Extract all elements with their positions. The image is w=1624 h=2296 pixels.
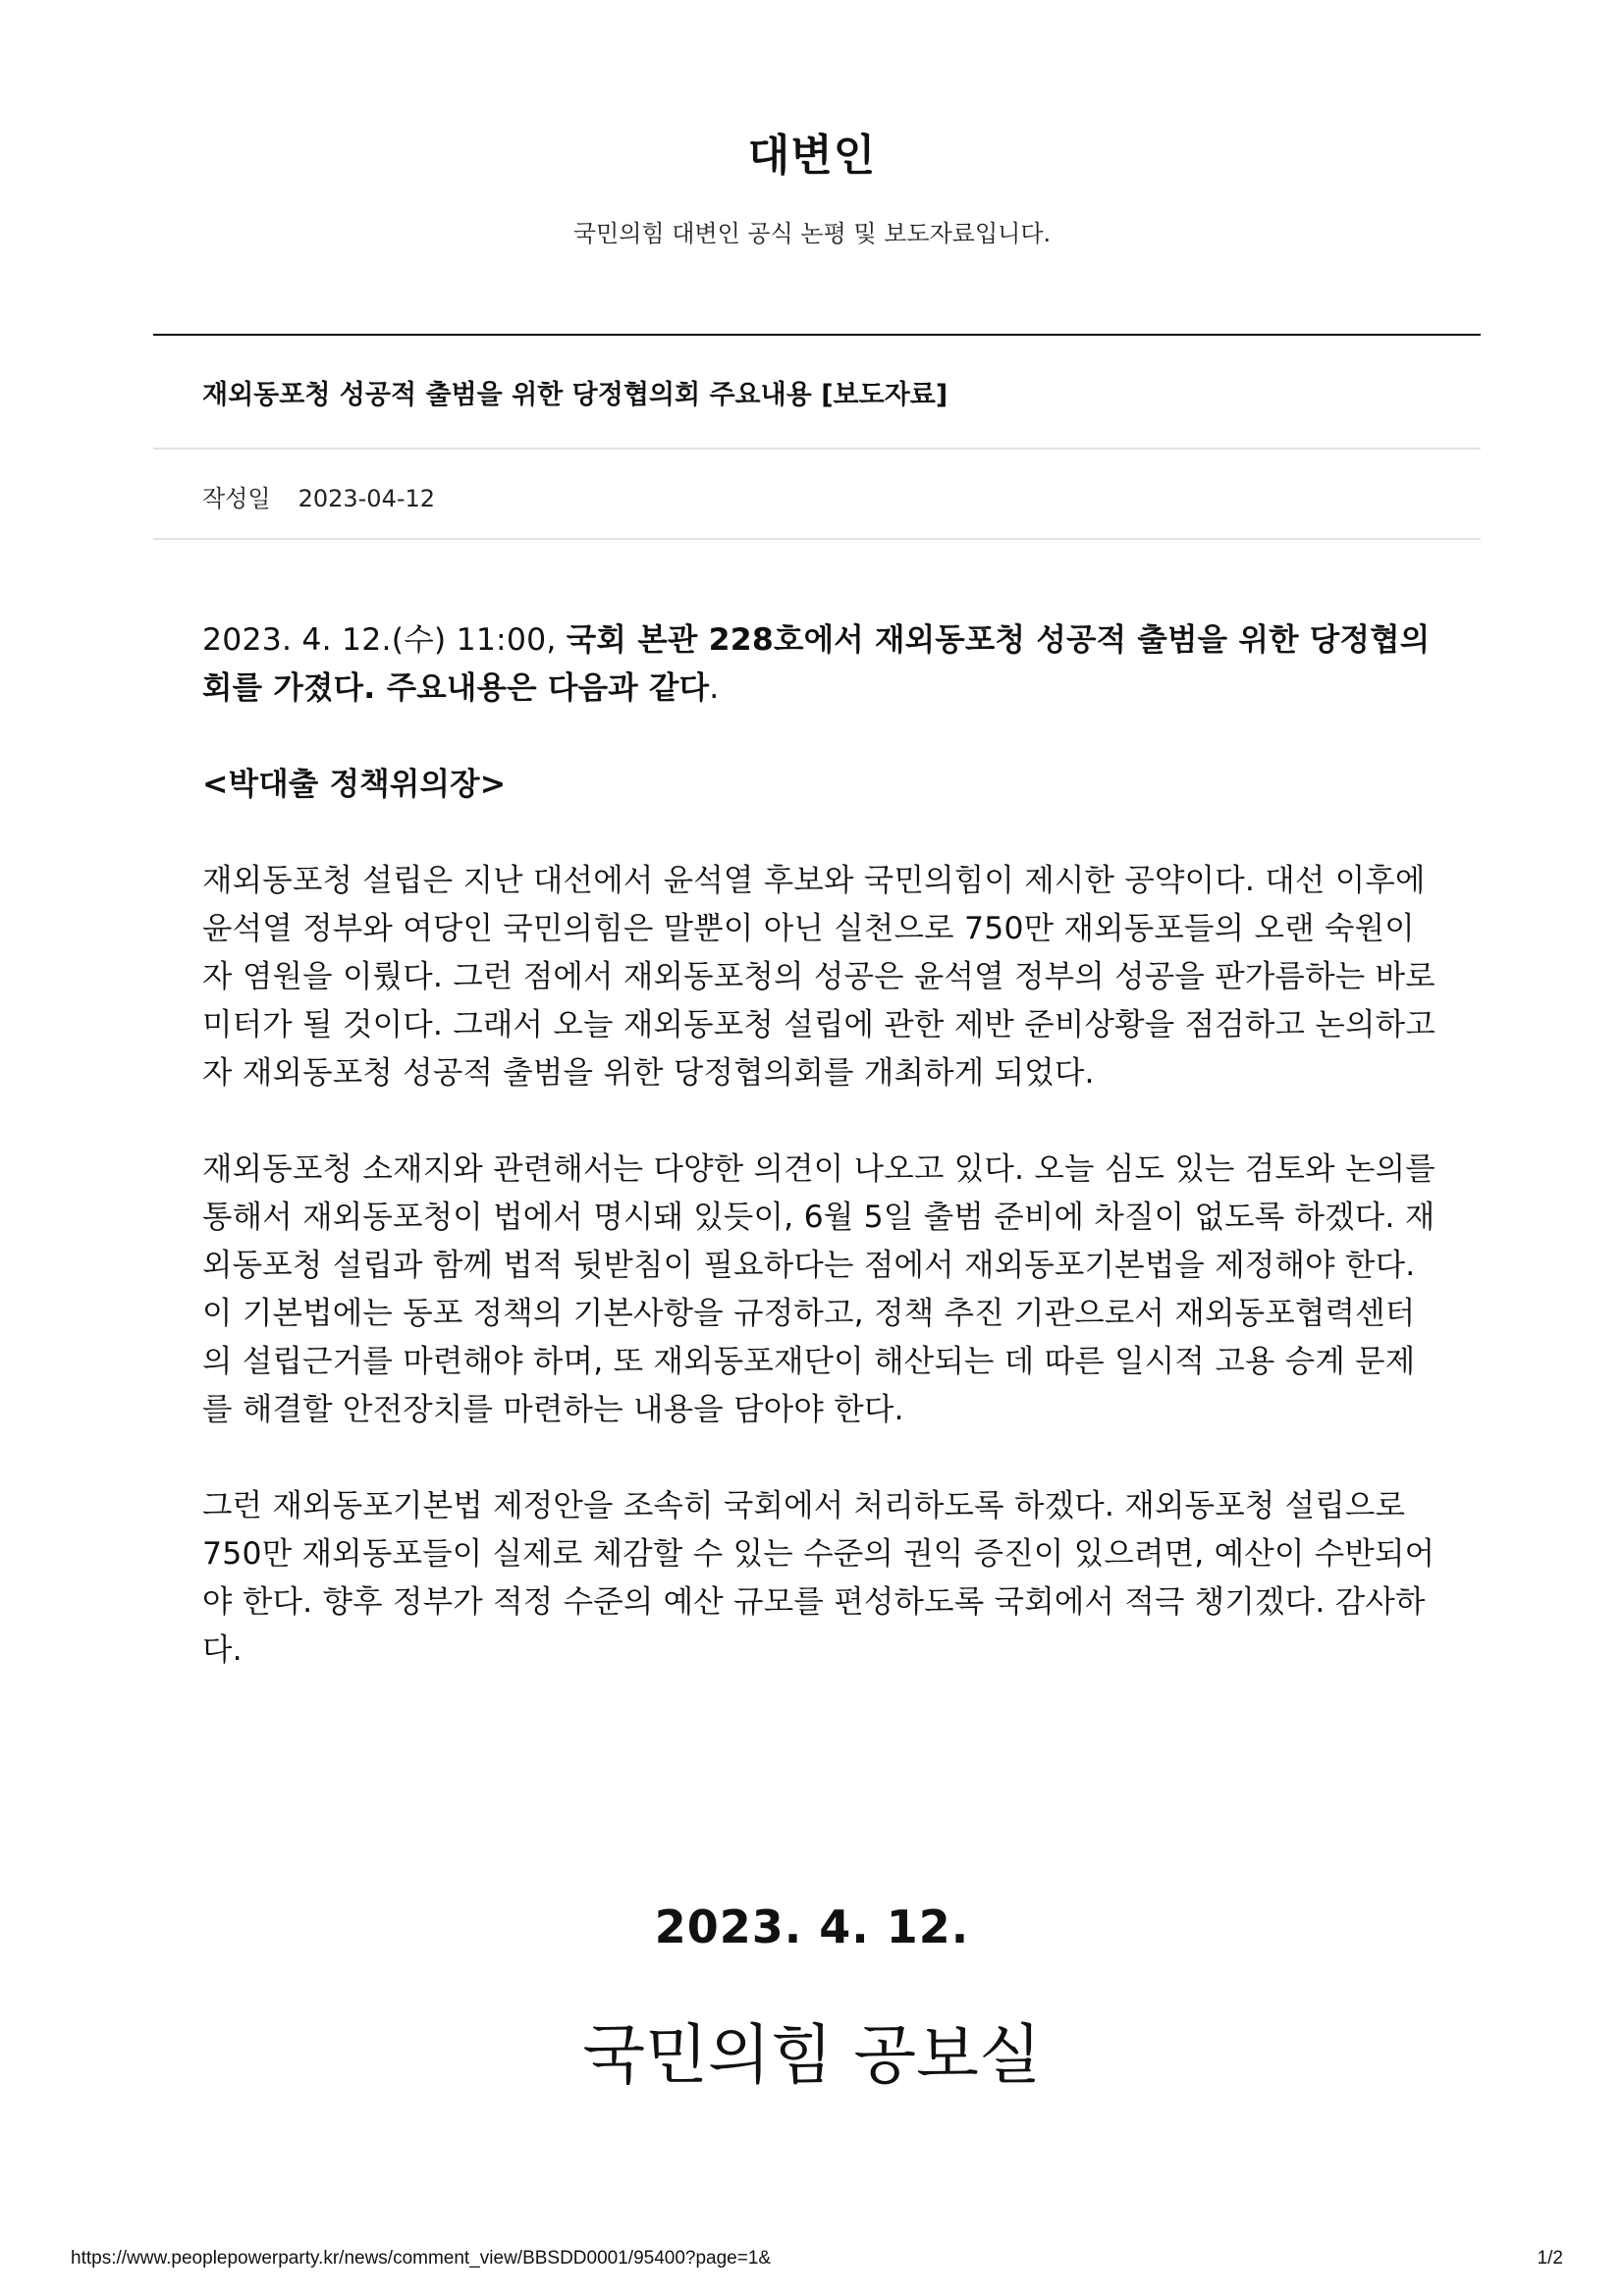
article-body [202, 616, 1439, 1723]
header-divider [153, 334, 1481, 336]
meta-label: 작성일 [202, 485, 271, 512]
closing-date: 2023. 4. 12. [654, 1900, 970, 1953]
article-meta [202, 479, 435, 513]
article-title: 재외동포청 성공적 출범을 위한 당정협의회 주요내용 [보도자료] [202, 380, 948, 410]
page-title: 대변인 [747, 131, 877, 181]
speaker-heading: <박대출 정책위의장> [202, 767, 507, 802]
page-subtitle: 국민의힘 대변인 공식 논평 및 보도자료입니다. [572, 220, 1052, 247]
meta-divider [153, 538, 1481, 540]
title-divider [153, 448, 1481, 450]
meta-date: 2023-04-12 [298, 485, 436, 512]
body-paragraph-2: 재외동포청 소재지와 관련해서는 다양한 의견이 나오고 있다. 오늘 심도 있는 검토와 논의를 통해서 재외동포청이 법에서 명시돼 있듯이, 6월 5일 출범 준비에 차질이 없도록 하겠다. 재외동포청 설립과 함께 법적 뒷받침이 필요하다는 점에서 재외동포기본법을 제정해야 한다. 이 기본법에는 동포 정책의 기본사항을 규정하고, 정책 추진 기관으로서 재외동포협력센터의 설립근거를 마련해야 하며, 또 재외동포재단이 해산되는 데 따른 일시적 고용 승계 문제를 해결할 안전장치를 마련하는 내용을 담아야 한다. [202, 1151, 1435, 1427]
lead-summary: 국회 본관 228호에서 재외동포청 성공적 출범을 위한 당정협의회를 가졌다. 주요내용은 다음과 같다 [202, 622, 1431, 706]
footer-page-number: 1/2 [1537, 2248, 1563, 2269]
footer-url: https://www.peoplepowerparty.kr/news/comment_view/BBSDD0001/95400?page=1& [71, 2248, 772, 2269]
lead-paragraph [202, 616, 1439, 713]
lead-end: . [709, 670, 720, 706]
body-paragraph-3: 그런 재외동포기본법 제정안을 조속히 국회에서 처리하도록 하겠다. 재외동포청 설립으로 750만 재외동포들이 실제로 체감할 수 있는 수준의 권익 증진이 있으려면, 예산이 수반되어야 한다. 향후 정부가 적정 수준의 예산 규모를 편성하도록 국회에서 적극 챙기겠다. 감사하다. [202, 1488, 1435, 1668]
body-paragraph-1: 재외동포청 설립은 지난 대선에서 윤석열 후보와 국민의힘이 제시한 공약이다. 대선 이후에 윤석열 정부와 여당인 국민의힘은 말뿐이 아닌 실천으로 750만 재외동포들의 오랜 숙원이자 염원을 이뤘다. 그런 점에서 재외동포청의 성공은 윤석열 정부의 성공을 판가름하는 바로미터가 될 것이다. 그래서 오늘 재외동포청 설립에 관한 제반 준비상황을 점검하고 논의하고자 재외동포청 성공적 출범을 위한 당정협의회를 개최하게 되었다. [202, 863, 1435, 1091]
closing-signature: 국민의힘 공보실 [582, 2017, 1042, 2093]
lead-datetime: 2023. 4. 12.(수) 11:00, [202, 622, 567, 658]
